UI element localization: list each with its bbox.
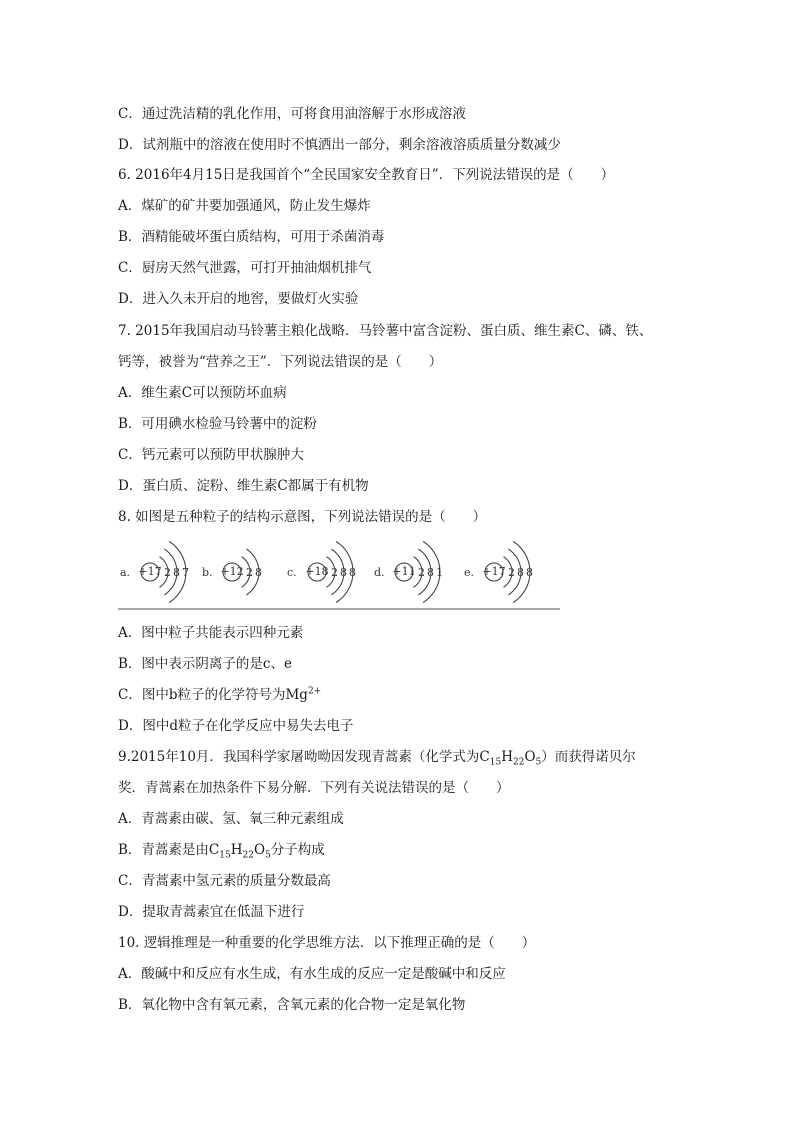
nucleus-charge: +18 xyxy=(305,565,329,578)
q10-option-a: A．酸碱中和反应有水生成，有水生成的反应一定是酸碱中和反应 xyxy=(118,966,506,982)
q9b-sub-c: 15 xyxy=(219,850,231,861)
q9b-sub-o: 5 xyxy=(265,850,271,861)
particle-label: e. xyxy=(464,566,475,579)
particle-diagram-svg xyxy=(118,536,563,612)
electron-count: 8 xyxy=(526,566,533,579)
electron-count: 7 xyxy=(182,566,189,579)
electron-count: 2 xyxy=(246,566,253,579)
q6-option-d: D．进入久未开启的地窖，要做灯火实验 xyxy=(118,291,359,307)
q8-option-a: A．图中粒子共能表示四种元素 xyxy=(118,625,304,641)
q9-stem-line1 xyxy=(118,748,636,766)
q9-option-d: D．提取青蒿素宜在低温下进行 xyxy=(118,904,305,920)
q10-option-b: B．氧化物中含有氧元素，含氧元素的化合物一定是氧化物 xyxy=(118,997,466,1013)
q9b-text-1: B．青蒿素是由C xyxy=(118,842,220,858)
q9-text-o: O xyxy=(524,749,536,765)
q6-option-b: B．酒精能破坏蛋白质结构，可用于杀菌消毒 xyxy=(118,229,385,245)
q9-text-2: ）而获得诺贝尔 xyxy=(541,749,636,765)
electron-count: 8 xyxy=(349,566,356,579)
q7-option-a: A．维生素C可以预防坏血病 xyxy=(118,385,287,401)
electron-count: 8 xyxy=(340,566,347,579)
q9b-text-2: 分子构成 xyxy=(270,842,325,858)
q6-option-c: C．厨房天然气泄露，可打开抽油烟机排气 xyxy=(118,260,372,276)
particle-4 xyxy=(374,541,443,602)
particle-2 xyxy=(202,549,262,595)
nucleus-charge: +11 xyxy=(392,565,416,578)
q9-sub-h: 22 xyxy=(512,757,525,768)
q10-stem: 10. 逻辑推理是一种重要的化学思维方法．以下推理正确的是（ ） xyxy=(118,935,536,951)
electron-count: 8 xyxy=(517,566,524,579)
q8-stem: 8. 如图是五种粒子的结构示意图，下列说法错误的是（ ） xyxy=(118,509,487,525)
q8c-charge: 2+ xyxy=(307,686,322,697)
particle-label: d. xyxy=(374,566,385,579)
electron-count: 8 xyxy=(427,566,434,579)
q9-sub-o: 5 xyxy=(535,757,542,768)
q9-option-b xyxy=(118,841,325,859)
q5-option-d: D．试剂瓶中的溶液在使用时不慎洒出一部分，剩余溶液溶质质量分数减少 xyxy=(118,137,561,153)
particle-3 xyxy=(287,541,356,602)
electron-count: 8 xyxy=(255,566,262,579)
q8-option-c xyxy=(118,686,321,704)
particle-label: b. xyxy=(202,566,213,579)
nucleus-charge: +17 xyxy=(138,565,162,578)
electron-count: 2 xyxy=(508,566,515,579)
q9-sub-c: 15 xyxy=(489,757,502,768)
particle-label: c. xyxy=(287,566,297,579)
q8-option-b: B．图中表示阴离子的是c、e xyxy=(118,656,292,672)
q7-option-c: C．钙元素可以预防甲状腺肿大 xyxy=(118,447,304,463)
q5-option-c: C．通过洗洁精的乳化作用，可将食用油溶解于水形成溶液 xyxy=(118,106,466,122)
particle-structure-diagram xyxy=(118,536,563,612)
q7-stem-line2: 钙等，被誉为“营养之王”．下列说法错误的是（ ） xyxy=(118,354,443,370)
electron-count: 2 xyxy=(418,566,425,579)
electron-count: 2 xyxy=(164,566,171,579)
q7-option-d: D．蛋白质、淀粉、维生素C都属于有机物 xyxy=(118,478,369,494)
q9-text-h: H xyxy=(501,749,513,765)
electron-count: 2 xyxy=(331,566,338,579)
q9b-text-h: H xyxy=(230,842,243,858)
q6-option-a: A．煤矿的矿井要加强通风，防止发生爆炸 xyxy=(118,198,371,214)
q8-option-d: D．图中d粒子在化学反应中易失去电子 xyxy=(118,718,354,734)
q9-option-a: A．青蒿素由碳、氢、氧三种元素组成 xyxy=(118,811,344,827)
q9b-text-o: O xyxy=(253,842,266,858)
q9-text-1: 9.2015年10月．我国科学家屠呦呦因发现青蒿素（化学式为C xyxy=(118,749,490,765)
q7-stem-line1: 7. 2015年我国启动马铃薯主粮化战略．马铃薯中富含淀粉、蛋白质、维生素C、磷、铁、 xyxy=(118,323,653,339)
particle-1 xyxy=(120,541,189,602)
q9-option-c: C．青蒿素中氢元素的质量分数最高 xyxy=(118,873,331,889)
electron-count: 1 xyxy=(436,566,443,579)
nucleus-charge: +17 xyxy=(482,565,506,578)
electron-count: 8 xyxy=(173,566,180,579)
particle-label: a. xyxy=(120,566,131,579)
q9b-sub-h: 22 xyxy=(242,850,254,861)
particle-5 xyxy=(464,541,533,602)
q6-stem: 6. 2016年4月15日是我国首个“全民国家安全教育日”．下列说法错误的是（ ） xyxy=(118,167,615,183)
q8c-text: C．图中b粒子的化学符号为Mg xyxy=(118,687,308,703)
nucleus-charge: +12 xyxy=(220,565,244,578)
q7-option-b: B．可用碘水检验马铃薯中的淀粉 xyxy=(118,416,317,432)
q9-stem-line2: 奖．青蒿素在加热条件下易分解．下列有关说法错误的是（ ） xyxy=(118,780,510,796)
